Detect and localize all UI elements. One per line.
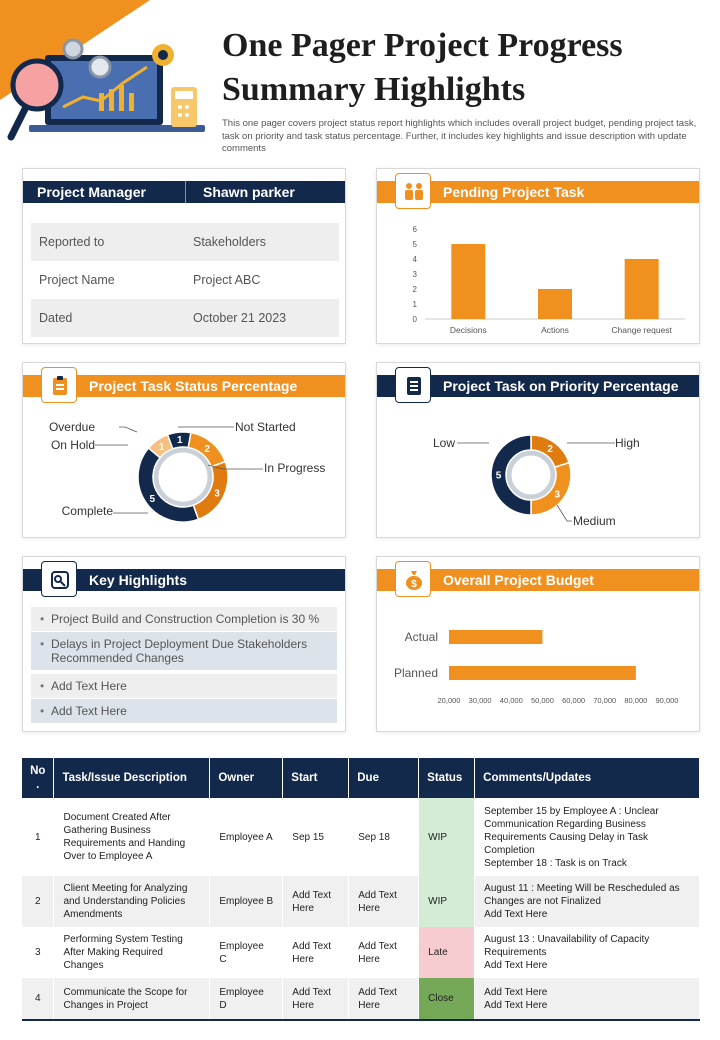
- bar-change-request: [625, 259, 659, 319]
- bar-planned: [449, 666, 636, 680]
- key-highlights-title: Key Highlights: [89, 572, 188, 588]
- row-start: Sep 15: [283, 798, 349, 876]
- value-label: 2: [204, 443, 210, 455]
- legend-label: Not Started: [235, 420, 296, 434]
- pending-task-panel: [376, 168, 700, 344]
- row-number: 1: [22, 798, 54, 876]
- col-owner: Owner: [210, 758, 283, 798]
- row-owner: Employee A: [210, 798, 283, 876]
- legend-label: High: [615, 436, 640, 450]
- bar-actions: [538, 289, 572, 319]
- info-value: October 21 2023: [193, 311, 287, 325]
- budget-panel: [376, 556, 700, 732]
- col-description: Task/Issue Description: [54, 758, 210, 798]
- info-row-dated: [31, 299, 339, 337]
- row-due: Add Text Here: [349, 876, 419, 927]
- row-owner: Employee D: [210, 978, 283, 1020]
- x-tick-label: 60,000: [562, 696, 586, 705]
- value-label: 3: [554, 489, 561, 501]
- project-manager-value: Shawn parker: [203, 184, 295, 200]
- info-label: Reported to: [39, 235, 105, 249]
- table-row: [22, 798, 700, 876]
- col-start: Start: [283, 758, 349, 798]
- status-badge: Close: [419, 978, 475, 1020]
- header-divider: [185, 181, 186, 203]
- row-description: Communicate the Scope for Changes in Project: [54, 978, 210, 1020]
- highlight-item: • Add Text Here: [31, 699, 337, 723]
- row-start: Add Text Here: [283, 876, 349, 927]
- y-tick-label: 0: [412, 315, 417, 324]
- x-tick-label: 30,000: [468, 696, 492, 705]
- row-description: Document Created After Gathering Business Requirements and Handing Over to Employee A: [54, 798, 210, 876]
- row-comments: [475, 978, 700, 1020]
- value-label: 1: [158, 441, 165, 453]
- team-icon: [395, 173, 431, 209]
- comment-line: Add Text Here: [484, 909, 548, 920]
- comment-line: September 15 by Employee A : Unclear Communication Regarding Business Requirements Causing Delay in Task Completion: [484, 805, 659, 856]
- project-manager-label: Project Manager: [37, 184, 146, 200]
- row-owner: Employee C: [210, 927, 283, 978]
- project-info-panel: [22, 168, 346, 344]
- status-badge: Late: [419, 927, 475, 978]
- col-due: Due: [349, 758, 419, 798]
- row-number: 4: [22, 978, 54, 1020]
- y-tick-label: 2: [412, 285, 417, 294]
- x-tick-label: 80,000: [624, 696, 648, 705]
- svg-text:$: $: [411, 579, 417, 590]
- task-status-chart: [23, 407, 345, 537]
- legend-label: On Hold: [50, 438, 95, 452]
- key-icon: [41, 561, 77, 597]
- value-label: 2: [547, 444, 553, 456]
- y-tick-label: 1: [412, 300, 417, 309]
- comment-line: August 11 : Meeting Will be Rescheduled as Changes are not Finalized: [484, 883, 680, 907]
- x-tick-label: 40,000: [499, 696, 523, 705]
- row-due: Add Text Here: [349, 978, 419, 1020]
- row-due: Add Text Here: [349, 927, 419, 978]
- row-start: Add Text Here: [283, 927, 349, 978]
- y-tick-label: 4: [412, 255, 417, 264]
- row-comments: [475, 798, 700, 876]
- col-comments: Comments/Updates: [475, 758, 700, 798]
- x-tick-label: 50,000: [530, 696, 554, 705]
- task-status-panel: [22, 362, 346, 538]
- key-highlights-panel: [22, 556, 346, 732]
- row-comments: [475, 876, 700, 927]
- x-tick-label: 70,000: [593, 696, 617, 705]
- analytics-illustration: [5, 35, 205, 145]
- legend-label: Medium: [573, 514, 616, 528]
- comment-line: Add Text Here: [484, 986, 548, 998]
- row-number: 2: [22, 876, 54, 927]
- priority-panel: [376, 362, 700, 538]
- page-title: [222, 24, 702, 112]
- info-row-project-name: [31, 261, 339, 299]
- row-description: Performing System Testing After Making Required Changes: [54, 927, 210, 978]
- highlight-item: • Add Text Here: [31, 674, 337, 698]
- legend-label: In Progress: [264, 461, 326, 475]
- comment-line: August 13 : Unavailability of Capacity Requirements: [484, 934, 650, 958]
- info-row-reported: [31, 223, 339, 261]
- value-label: 5: [149, 494, 156, 506]
- slice-complete: [138, 448, 198, 522]
- row-comments: [475, 927, 700, 978]
- bar-decisions: [451, 244, 485, 319]
- highlight-item: • Delays in Project Deployment Due Stakeholders Recommended Changes: [31, 632, 337, 670]
- row-number: 3: [22, 927, 54, 978]
- legend-label: Complete: [61, 504, 113, 518]
- bar-actual: [449, 630, 542, 644]
- table-row: [22, 927, 700, 978]
- status-badge: WIP: [419, 876, 475, 927]
- row-owner: Employee B: [210, 876, 283, 927]
- x-tick-label: 90,000: [655, 696, 679, 705]
- y-tick-label: 5: [412, 240, 417, 249]
- y-tick-label: Planned: [393, 666, 438, 680]
- info-label: Project Name: [39, 273, 115, 287]
- comment-line: Add Text Here: [484, 999, 548, 1011]
- clipboard-icon: [41, 367, 77, 403]
- status-badge: WIP: [419, 798, 475, 876]
- value-label: 1: [176, 435, 183, 447]
- highlight-item: • Project Build and Construction Completion is 30 %: [31, 607, 337, 631]
- money-bag-icon: [395, 561, 431, 597]
- legend-label: Low: [432, 436, 455, 450]
- pending-task-chart: [377, 213, 699, 343]
- y-tick-label: 3: [412, 270, 417, 279]
- x-tick-label: Decisions: [449, 325, 487, 335]
- inner-ring: [509, 453, 553, 497]
- pending-task-title: Pending Project Task: [443, 184, 585, 200]
- budget-chart: [377, 601, 699, 731]
- table-row: [22, 876, 700, 927]
- task-table: [22, 758, 700, 1021]
- row-due: Sep 18: [349, 798, 419, 876]
- comment-line: September 18 : Task is on Track: [484, 857, 627, 869]
- project-manager-header: [23, 181, 345, 203]
- task-status-title: Project Task Status Percentage: [89, 378, 298, 394]
- col-status: Status: [419, 758, 475, 798]
- table-header-row: [22, 758, 700, 798]
- info-value: Project ABC: [193, 273, 261, 287]
- row-start: Add Text Here: [283, 978, 349, 1020]
- title-line-1: One Pager Project Progress: [222, 27, 623, 64]
- x-tick-label: Change request: [611, 325, 672, 335]
- x-tick-label: 20,000: [437, 696, 461, 705]
- x-tick-label: Actions: [541, 325, 569, 335]
- value-label: 3: [214, 488, 220, 500]
- y-tick-label: Actual: [404, 630, 438, 644]
- budget-title: Overall Project Budget: [443, 572, 594, 588]
- inner-ring: [156, 450, 210, 504]
- comment-line: Add Text Here: [484, 960, 548, 971]
- title-line-2: Summary Highlights: [222, 71, 526, 108]
- row-description: Client Meeting for Analyzing and Understanding Policies Amendments: [54, 876, 210, 927]
- table-row: [22, 978, 700, 1020]
- y-tick-label: 6: [412, 225, 417, 234]
- priority-chart: [377, 407, 699, 537]
- info-label: Dated: [39, 311, 73, 325]
- col-no: No .: [22, 758, 54, 798]
- legend-label: Overdue: [48, 420, 95, 434]
- value-label: 5: [495, 470, 502, 482]
- checklist-icon: [395, 367, 431, 403]
- priority-title: Project Task on Priority Percentage: [443, 378, 679, 394]
- page-description: This one pager covers project status report highlights which includes overall project budget, pending project task, task on priority and task status percentage. Further, it includes key highlights and issue description with update comments: [222, 118, 697, 154]
- info-value: Stakeholders: [193, 235, 266, 249]
